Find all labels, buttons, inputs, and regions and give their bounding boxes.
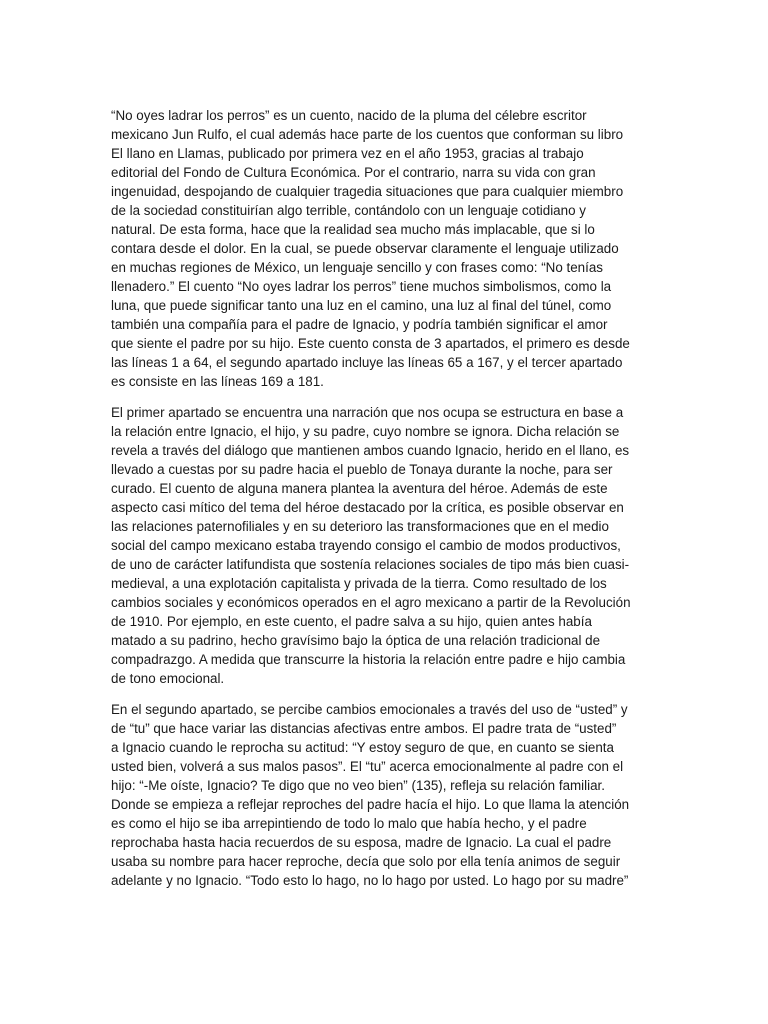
text-line: de tono emocional. <box>111 671 225 686</box>
text-line: es como el hijo se iba arrepintiendo de todo lo malo que había hecho, y el padre <box>111 816 587 831</box>
text-line: revela a través del diálogo que mantienen ambos cuando Ignacio, herido en el llano, es <box>111 443 630 458</box>
text-line: contara desde el dolor. En la cual, se puede observar claramente el lenguaje utilizado <box>111 241 619 256</box>
text-line: El llano en Llamas, publicado por primera vez en el año 1953, gracias al trabajo <box>111 146 584 161</box>
text-line: usted bien, volverá a sus malos pasos”. El “tu” acerca emocionalmente al padre con el <box>111 759 624 774</box>
text-line: de uno de carácter latifundista que sostenía relaciones sociales de tipo más bien cuasi- <box>111 557 630 572</box>
text-line: de “tu” que hace variar las distancias afectivas entre ambos. El padre trata de “usted” <box>111 721 617 736</box>
text-line: a Ignacio cuando le reprocha su actitud: “Y estoy seguro de que, en cuanto se sienta <box>111 740 614 755</box>
text-line: compadrazgo. A medida que transcurre la historia la relación entre padre e hijo cambia <box>111 652 626 667</box>
text-line: ingenuidad, despojando de cualquier tragedia situaciones que para cualquier miembro <box>111 184 624 199</box>
text-line: en muchas regiones de México, un lenguaje sencillo y con frases como: “No tenías <box>111 260 603 275</box>
text-line: curado. El cuento de alguna manera plantea la aventura del héroe. Además de este <box>111 481 608 496</box>
text-line: usaba su nombre para hacer reproche, decía que solo por ella tenía animos de seguir <box>111 854 621 869</box>
paragraph-3 <box>111 700 658 890</box>
text-line: “No oyes ladrar los perros” es un cuento, nacido de la pluma del célebre escritor <box>111 108 587 123</box>
text-line: hijo: “-Me oíste, Ignacio? Te digo que no veo bien” (135), refleja su relación familiar. <box>111 778 605 793</box>
text-line: medieval, a una explotación capitalista y privada de la tierra. Como resultado de los <box>111 576 607 591</box>
document-body <box>111 106 658 902</box>
text-line: cambios sociales y económicos operados en el agro mexicano a partir de la Revolución <box>111 595 631 610</box>
text-line: reprochaba hasta hacia recuerdos de su esposa, madre de Ignacio. La cual el padre <box>111 835 612 850</box>
text-line: las líneas 1 a 64, el segundo apartado incluye las líneas 65 a 167, y el tercer apartado <box>111 355 623 370</box>
text-line: adelante y no Ignacio. “Todo esto lo hago, no lo hago por usted. Lo hago por su madre” <box>111 873 629 888</box>
text-line: la relación entre Ignacio, el hijo, y su padre, cuyo nombre se ignora. Dicha relación se <box>111 424 620 439</box>
text-line: las relaciones paternofiliales y en su deterioro las transformaciones que en el medio <box>111 519 609 534</box>
text-line: mexicano Jun Rulfo, el cual además hace parte de los cuentos que conforman su libro <box>111 127 624 142</box>
text-line: luna, que puede significar tanto una luz en el camino, una luz al final del túnel, como <box>111 298 612 313</box>
text-line: es consiste en las líneas 169 a 181. <box>111 374 324 389</box>
text-line: editorial del Fondo de Cultura Económica. Por el contrario, narra su vida con gran <box>111 165 596 180</box>
text-line: aspecto casi mítico del tema del héroe destacado por la crítica, es posible observar en <box>111 500 624 515</box>
text-line: social del campo mexicano estaba trayendo consigo el cambio de modos productivos, <box>111 538 621 553</box>
text-line: natural. De esta forma, hace que la realidad sea mucho más implacable, que si lo <box>111 222 595 237</box>
text-line: que siente el padre por su hijo. Este cuento consta de 3 apartados, el primero es desde <box>111 336 630 351</box>
text-line: llenadero.” El cuento “No oyes ladrar los perros” tiene muchos simbolismos, como la <box>111 279 612 294</box>
text-line: En el segundo apartado, se percibe cambios emocionales a través del uso de “usted” y <box>111 702 628 717</box>
text-line: Donde se empieza a reflejar reproches del padre hacía el hijo. Lo que llama la atención <box>111 797 630 812</box>
text-line: de la sociedad constituirían algo terrible, contándolo con un lenguaje cotidiano y <box>111 203 586 218</box>
text-line: matado a su padrino, hecho gravísimo bajo la óptica de una relación tradicional de <box>111 633 601 648</box>
text-line: El primer apartado se encuentra una narración que nos ocupa se estructura en base a <box>111 405 624 420</box>
paragraph-2 <box>111 403 658 688</box>
text-line: de 1910. Por ejemplo, en este cuento, el padre salva a su hijo, quien antes había <box>111 614 592 629</box>
paragraph-1 <box>111 106 658 391</box>
text-line: también una compañía para el padre de Ignacio, y podría también significar el amor <box>111 317 608 332</box>
text-line: llevado a cuestas por su padre hacia el pueblo de Tonaya durante la noche, para ser <box>111 462 613 477</box>
